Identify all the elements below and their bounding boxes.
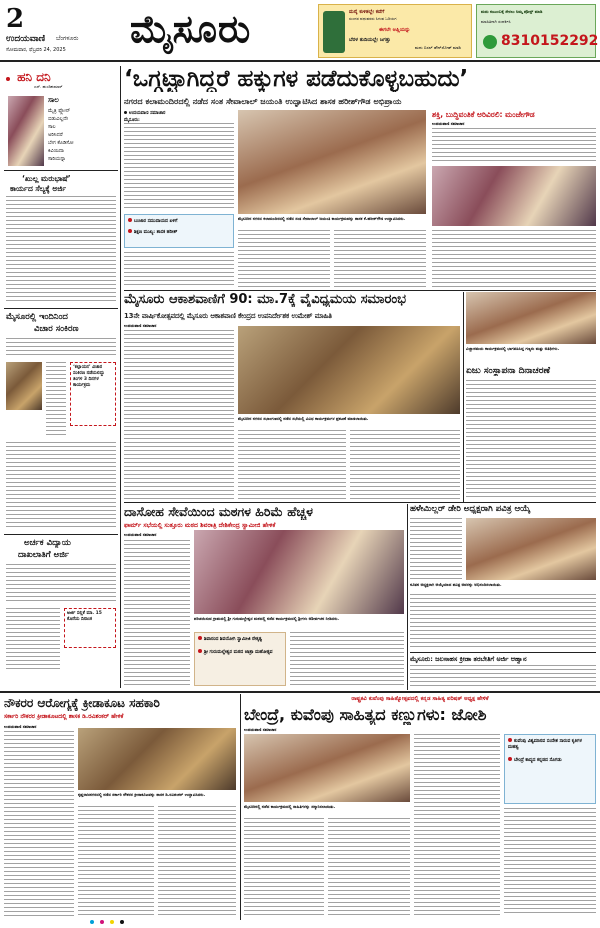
- halemiller-photo: [466, 518, 596, 580]
- dasoha-photo-caption: ಪರಿಚಯಿಸುವ ಗ್ರಾಮದಲ್ಲಿ ಶ್ರೀ ಗುರುಮಲ್ಲೇಶ್ವರ ಮಠದಲ್ಲಿ ನಡೆದ ಕಾರ್ಯಕ್ರಮದಲ್ಲಿ ಶ್ರೀಗಳು ಆಶೀರ್ವಚನ ನೀಡಿದರು.: [194, 616, 340, 621]
- ad1-text: ಬೆರಳ ತುದಿಯಲ್ಲೇ ಜಗತ್ತು: [349, 37, 391, 43]
- article-body: [124, 123, 234, 211]
- article-body: [410, 594, 596, 650]
- honey-logo: [6, 66, 116, 86]
- highlight-point: [128, 229, 230, 236]
- bottom-right-photo: [244, 734, 410, 802]
- paper-name: ಉದಯವಾಣಿ: [6, 34, 46, 44]
- info-box: [70, 362, 116, 426]
- page-number: 2: [6, 4, 25, 34]
- article-body: [290, 632, 404, 688]
- ad-phone-banner[interactable]: [476, 4, 599, 58]
- bottom-right-byline: ಉದಯವಾಣಿ ಸಮಾಚಾರ: [244, 727, 277, 732]
- column-rule: [240, 694, 241, 920]
- magenta-mark: [100, 920, 104, 924]
- info-box-text: ‘ಕಲ್ಪಾಯನ’ ವಿಚಾರ ಸಂಕಿರಣ ನಡೆಯಲಿದ್ದು ತಿಂಗಳ 3 ದಿನಗಳ ಕಾರ್ಯಕ್ರಮ: [73, 365, 105, 388]
- yellow-mark: [110, 920, 114, 924]
- news-photo: [432, 166, 596, 226]
- bullet-icon: [198, 636, 202, 640]
- article-body: [432, 128, 596, 162]
- cyan-mark: [90, 920, 94, 924]
- poem-line: ಬೇಗ ಕೊಡಿಸೋ: [48, 140, 74, 146]
- dasoha-subhead: ಫಾರ್ಮ್‌ ಸಭೆಯಲ್ಲಿ ಸುತ್ತೂರು ಮಠದ ಶಿವರಾತ್ರಿ ದೇಶಿಕೇಂದ್ರ ಸ್ವಾಮೀಜಿ ಹೇಳಿಕೆ: [124, 522, 276, 529]
- dasoha-photo: [194, 530, 404, 614]
- poem-line: ಅರಿಸಿದರೆ: [48, 132, 63, 138]
- section-title: ಮೈಸೂರು: [130, 6, 252, 51]
- lead-photo: [238, 110, 426, 214]
- article-body: [504, 808, 596, 916]
- bullet-icon: [508, 757, 512, 761]
- bottom-right-caption: ಮೈಸೂರಿನಲ್ಲಿ ನಡೆದ ಕಾರ್ಯಕ್ರಮದಲ್ಲಿ ಸಾಹಿತಿಗಳನ್ನು ಸನ್ಮಾನಿಸಲಾಯಿತು.: [244, 804, 336, 809]
- lead-headline: ‘ಒಗ್ಗಟ್ಟಾಗಿದ್ದರೆ ಹಕ್ಕುಗಳ ಪಡೆದುಕೊಳ್ಳಬಹುದು’: [124, 66, 469, 92]
- section-rule: [0, 691, 600, 693]
- ad2-text: ಮಾಹಿತಿಗಾಗಿ ಸಂಪರ್ಕಿಸಿ: [481, 19, 511, 24]
- akashvani-byline: ಉದಯವಾಣಿ ಸಮಾಚಾರ: [124, 323, 157, 328]
- article-body: [466, 380, 596, 500]
- left-headline-3b: ದಾಖಲಾತಿಗೆ ಅರ್ಜಿ: [18, 550, 70, 560]
- jalapatha-headline: ಮೈಸೂರು: ಜಲಸಾಹಸ ಕ್ರೀಡಾ ತರಬೇತಿಗೆ ಅರ್ಜಿ ಆಹ್ವಾನ: [410, 655, 527, 663]
- highlight-text: ಕುವೆಂಪು ವಿಶ್ವಮಾನವ ಸಂದೇಶ ಸಾರುವ ಕೃತಿಗಳ ಮಹತ್ವ: [508, 739, 582, 750]
- left-column: [4, 66, 118, 690]
- article-body: [6, 442, 116, 530]
- akashvani-subhead: 13ನೇ ವಾರ್ಷಿಕೋತ್ಸವದಲ್ಲಿ ಮೈಸೂರು ಆಕಾಶವಾಣಿ ಕೇಂದ್ರದ ಉಪನಿರ್ದೇಶಕ ಉಮೇಶ್ ಮಾಹಿತಿ: [124, 312, 332, 320]
- highlight-point: [198, 649, 282, 656]
- article-body: [328, 818, 410, 916]
- poem-line: ಸಾಲ: [48, 96, 59, 104]
- column-author: ಎಸ್. ಹುಂಡಿಕುಮಾರ್: [34, 84, 63, 89]
- ad1-text: ಈಗಲೇ ಅಪ್ಲಿಯನ್ನು: [379, 27, 411, 33]
- bottom-left-subhead: ಸರ್ಕಾರಿ ನೌಕರರ ಕ್ರೀಡಾಕೂಟದಲ್ಲಿ ಶಾಸಕ ಡಿ.ರವಿಶಂಕರ್ ಹೇಳಿಕೆ: [4, 713, 124, 720]
- divider: [4, 534, 118, 535]
- right-story2-headline: ಏಜು ಸಂಸ್ಥಾಪನಾ ದಿನಾಚರಣೆ: [466, 366, 551, 376]
- article-body: [410, 518, 462, 580]
- article-body: [4, 731, 74, 917]
- drop-icon: [6, 77, 10, 81]
- halemiller-headline: ಹಳೇಮಿಲ್ಲರ್ ಡೇರಿ ಅಧ್ಯಕ್ಷರಾಗಿ ಪವಿತ್ರ ಆಯ್ಕೆ: [410, 504, 531, 514]
- bullet-icon: [128, 218, 132, 222]
- poem-line: ಬಿಡುವಿಲ್ಲದೇ: [48, 116, 69, 122]
- divider: [4, 170, 118, 171]
- author-photo: [8, 96, 44, 166]
- divider: [124, 290, 596, 291]
- poem: [48, 96, 116, 163]
- right-story1-headline: ಶಕ್ತಿ, ಬುದ್ಧಿವಂತಿಕೆ ಅರಿವಿರಲಿ: ಮಂಜೇಗೌಡ: [432, 110, 535, 119]
- ad-app-banner[interactable]: [318, 4, 472, 58]
- lead-dateline: ಮೈಸೂರು:: [124, 118, 140, 123]
- bottom-right-headline: ಬೇಂದ್ರೆ, ಕುವೆಂಪು ಸಾಹಿತ್ಯದ ಕಣ್ಣುಗಳು: ಜೋಶಿ: [244, 705, 487, 724]
- akashvani-photo: [238, 326, 460, 414]
- highlight-point: [198, 636, 282, 643]
- highlight-text: ಶಿವಾನಂದ ಶಿವಯೋಗಿ ಸ್ವಾಮೀಜಿ ನೇತೃತ್ವ: [204, 637, 263, 642]
- article-body: [124, 252, 234, 288]
- masthead-rule: [0, 60, 600, 62]
- dasoha-headline: ದಾಸೋಹ ಸೇವೆಯಿಂದ ಮಠಗಳ ಹಿರಿಮೆ ಹೆಚ್ಚಳ: [124, 504, 313, 519]
- article-body: [124, 540, 190, 688]
- highlight-text: ಬಂಜಾರ ಸಮುದಾಯದ ಏಳಿಗೆ: [134, 219, 178, 224]
- highlight-point: [508, 757, 592, 764]
- news-photo: [466, 292, 596, 344]
- highlight-point: [128, 218, 230, 225]
- poem-line: ಮೈತ್ರಿ ಫ್ಲೋನ್‌: [48, 108, 71, 114]
- phone-icon: [323, 11, 345, 53]
- article-body: [238, 230, 330, 288]
- halemiller-caption: ನೂತನ ಅಧ್ಯಕ್ಷರಾಗಿ ಆಯ್ಕೆಯಾದ ಪವಿತ್ರ ಅವರನ್ನು ಅಭಿನಂದಿಸಲಾಯಿತು.: [410, 582, 502, 587]
- highlight-point: [508, 738, 592, 751]
- bottom-left-caption: ಕೃಷ್ಣರಾಜನಗರದಲ್ಲಿ ನಡೆದ ಸರ್ಕಾರಿ ನೌಕರರ ಕ್ರೀಡಾಕೂಟವನ್ನು ಶಾಸಕ ಡಿ.ರವಿಶಂಕರ್ ಉದ್ಘಾಟಿಸಿದರು.: [78, 792, 206, 797]
- left-headline-1: ‘ಖುಲ್ಲ ಮರುಭಾಷೆ’: [22, 174, 71, 183]
- bottom-right-kicker: ರಾಷ್ಟ್ರಕವಿ ಕುವೆಂಪು ಸಾಹಿತ್ಯೋತ್ಸವದಲ್ಲಿ ಕನ್ನಡ ಸಾಹಿತ್ಯ ಪರಿಷತ್ ಅಧ್ಯಕ್ಷ ಹೇಳಿಕೆ: [351, 696, 489, 702]
- divider: [410, 652, 596, 653]
- poem-line: ಕಿವಿಯಿದಾ: [48, 148, 64, 154]
- akashvani-headline: ಮೈಸೂರು ಆಕಾಶವಾಣಿಗೆ 90: ಮಾ.7ಕ್ಕೆ ವೈವಿಧ್ಯಮಯ ಸಮಾರಂಭ: [124, 292, 407, 307]
- article-body: [6, 338, 116, 358]
- issue-date: ಸೋಮವಾರ, ಫೆಬ್ರವರಿ 24, 2025: [6, 47, 66, 53]
- article-body: [78, 806, 154, 916]
- news-photo: [6, 362, 42, 410]
- akashvani-photo-caption: ಮೈಸೂರಿನ ನಗರದ ಸಭಾಂಗಣದಲ್ಲಿ ನಡೆದ ಸಭೆಯಲ್ಲಿ ವಿವಿಧ ಕಾರ್ಯಕ್ರಮಗಳ ಪ್ರಕಟಣೆ ಮಾಡಲಾಯಿತು.: [238, 416, 369, 421]
- dasoha-highlight: [194, 632, 286, 686]
- highlight-box: [124, 214, 234, 248]
- bullet-icon: [124, 111, 127, 114]
- divider: [124, 502, 596, 503]
- article-body: [6, 564, 116, 604]
- bullet-icon: [508, 738, 512, 742]
- divider: [4, 308, 118, 309]
- article-body: [158, 806, 236, 916]
- dasoha-byline: ಉದಯವಾಣಿ ಸಮಾಚಾರ: [124, 532, 157, 537]
- right-story1-byline: ಉದಯವಾಣಿ ಸಮಾಚಾರ: [432, 121, 465, 126]
- registration-marks: [90, 920, 510, 926]
- lead-subhead: ನಗರದ ಕಲಾಮಂದಿರದಲ್ಲಿ ನಡೆದ ಸಂತ ಸೇವಾಲಾಲ್ ಜಯಂತಿ ಉದ್ಘಾಟಿಸಿದ ಶಾಸಕ ಹರೀಶ್‌ಗೌಡ ಅಭಿಪ್ರಾಯ: [124, 96, 402, 106]
- poem-line: ಸಾರಿಯನ್ನಾ: [48, 156, 66, 162]
- article-body: [6, 608, 60, 672]
- article-body: [334, 230, 426, 288]
- left-headline-3: ಅರ್ಚಕ ವಿದ್ಯಾಯ: [24, 538, 71, 548]
- article-body: [238, 430, 346, 500]
- article-body: [124, 330, 234, 500]
- ad1-text: ಸುಂದರ ವಧುವರರು ಸಿಗುವ ಒರಿಯಗ: [349, 16, 397, 21]
- info-box-text: ಅರ್ಜಿ ಸಲ್ಲಿಕೆ ಮಾ. 15 ಕೊನೆಯ ದಿನಾಂಕ: [67, 611, 102, 622]
- black-mark: [120, 920, 124, 924]
- ad1-text: ಮದು ಬಿಸಲ್ ಡೌನ್‌ಲೋಡ್ ಮಾಡಿ: [415, 45, 461, 50]
- bottom-left-photo: [78, 728, 236, 790]
- left-headline-2: ಮೈಸೂರಲ್ಲಿ ಇಂದಿನಿಂದ: [6, 312, 68, 322]
- article-body: [46, 362, 66, 438]
- bullet-icon: [198, 649, 202, 653]
- byline-text: ಉದಯವಾಣಿ ಸಮಾಚಾರ: [129, 111, 166, 116]
- article-body: [6, 196, 116, 304]
- whatsapp-icon: [483, 35, 497, 49]
- left-headline-2b: ವಿಚಾರ ಸಂಕಿರಣ: [34, 324, 79, 334]
- ad1-text: ಮನೈ ಕುಳಿತಲ್ಲೇ ಕವೆಗೆ: [349, 9, 385, 15]
- right-story2-caption: ವಿಜ್ಞಾನಮಯ ಕಾರ್ಯಕ್ರಮದಲ್ಲಿ ಭಾಗವಹಿಸಿದ್ದ ಗಣ್ಯರು ಮತ್ತು ಅತಿಥಿಗಳು.: [466, 346, 560, 351]
- ad2-text: ಮದು ಕುಟುಂಬಕ್ಕೆ ಸೇರಲು ನಿಮ್ಮ ಪೋಸ್ಟ್ ಮಾಡಿ: [481, 9, 543, 14]
- article-body: [350, 430, 460, 500]
- column-rule: [120, 66, 121, 688]
- masthead: [0, 0, 600, 62]
- lead-byline: [124, 110, 165, 116]
- bullet-icon: [128, 229, 132, 233]
- article-body: [414, 734, 500, 916]
- ad2-phone[interactable]: 8310152292: [501, 33, 599, 49]
- highlight-text: ಶಿಕ್ಷಣ ಮುಖ್ಯ: ಶಾಸಕ ಹರೀಶ್‌: [134, 230, 178, 235]
- column-logo: ಹನಿ ದನಿ: [17, 70, 51, 84]
- column-rule: [463, 292, 464, 502]
- lead-photo-caption: ಮೈಸೂರಿನ ನಗರದ ಕಲಾಮಂದಿರದಲ್ಲಿ ನಡೆದ ಸಂತ ಸೇವಾಲಾಲ್ ಜಯಂತಿ ಕಾರ್ಯಕ್ರಮವನ್ನು ಶಾಸಕ ಕೆ.ಹರೀಶ್‌ಗೌಡ ಉದ್ಘಾಟಿಸಿದರು.: [238, 216, 405, 221]
- highlight-text: ಶ್ರೀ ಗುರುಮಲ್ಲೇಶ್ವರ ಮಠದ ಜಾತ್ರಾ ಮಹೋತ್ಸವ: [204, 650, 273, 655]
- bottom-left-headline: ನೌಕರರ ಆರೋಗ್ಯಕ್ಕೆ ಕ್ರೀಡಾಕೂಟ ಸಹಕಾರಿ: [4, 696, 160, 710]
- article-body: [244, 818, 324, 916]
- info-box: [64, 608, 116, 648]
- bottom-right-highlight: [504, 734, 596, 804]
- article-body: [410, 665, 596, 689]
- left-headline-1b: ಕಾರ್ಯದ ಸೆಲ್ಯಕ್ಕೆ ಅರ್ಜಿ: [10, 184, 67, 193]
- article-body: [432, 230, 596, 288]
- poem-line: ಸಾಲ: [48, 124, 56, 130]
- column-rule: [407, 504, 408, 690]
- bottom-left-byline: ಉದಯವಾಣಿ ಸಮಾಚಾರ: [4, 724, 37, 729]
- highlight-text: ಬೇಂದ್ರೆ ಕಾವ್ಯದ ಕನ್ನಡದ ಸೊಗಡು: [514, 758, 562, 763]
- edition: ಬೆಂಗಳೂರು: [56, 35, 79, 42]
